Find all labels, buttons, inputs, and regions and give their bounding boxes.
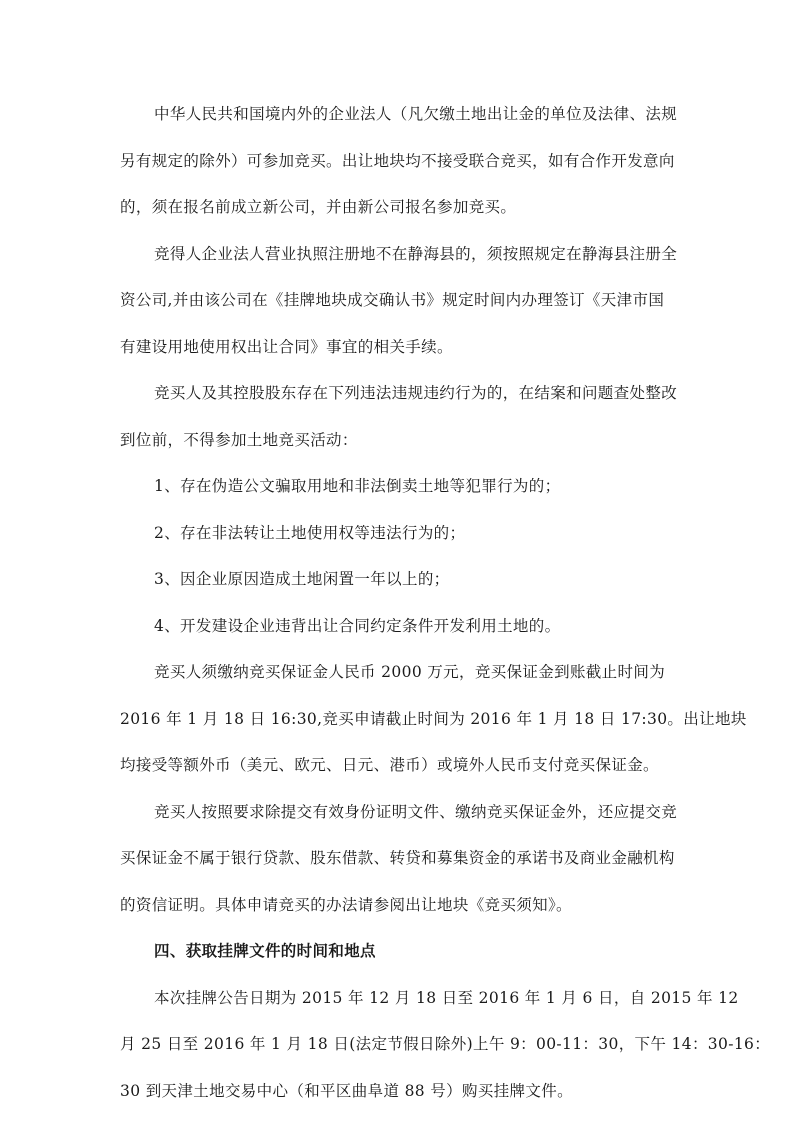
paragraph-3-line-2: 到位前，不得参加土地竞买活动： <box>120 431 358 449</box>
list-item: 1、存在伪造公文骗取用地和非法倒卖土地等犯罪行为的； <box>154 477 561 495</box>
paragraph-4-line-1: 竞买人须缴纳竞买保证金人民币 2000 万元，竞买保证金到账截止时间为 <box>154 663 666 681</box>
paragraph-2-line-2: 资公司,并由该公司在《挂牌地块成交确认书》规定时间内办理签订《天津市国 <box>120 291 665 309</box>
paragraph-6-line-2: 月 25 日至 2016 年 1 月 18 日(法定节假日除外)上午 9：00-11：30，下午 14：30-16： <box>120 1035 771 1053</box>
paragraph-2-line-1: 竞得人企业法人营业执照注册地不在静海县的，须按照规定在静海县注册全 <box>154 245 678 263</box>
paragraph-6-line-3: 30 到天津土地交易中心（和平区曲阜道 88 号）购买挂牌文件。 <box>120 1082 573 1100</box>
list-item: 2、存在非法转让土地使用权等违法行为的； <box>154 524 466 542</box>
paragraph-5-line-3: 的资信证明。具体申请竞买的办法请参阅出让地块《竞买须知》。 <box>120 896 572 914</box>
paragraph-5-line-1: 竞买人按照要求除提交有效身份证明文件、缴纳竞买保证金外，还应提交竞 <box>154 803 678 821</box>
paragraph-4-line-2: 2016 年 1 月 18 日 16:30,竞买申请截止时间为 2016 年 1 月 18 日 17:30。出让地块 <box>120 710 747 728</box>
paragraph-1-line-3: 的，须在报名前成立新公司，并由新公司报名参加竞买。 <box>120 198 517 216</box>
list-item: 4、开发建设企业违背出让合同约定条件开发利用土地的。 <box>154 617 561 635</box>
paragraph-1-line-1: 中华人民共和国境内外的企业法人（凡欠缴土地出让金的单位及法律、法规 <box>154 105 678 123</box>
list-item: 3、因企业原因造成土地闲置一年以上的； <box>154 570 450 588</box>
paragraph-2-line-3: 有建设用地使用权出让合同》事宜的相关手续。 <box>120 338 453 356</box>
paragraph-5-line-2: 买保证金不属于银行贷款、股东借款、转贷和募集资金的承诺书及商业金融机构 <box>120 849 675 867</box>
paragraph-4-line-3: 均接受等额外币（美元、欧元、日元、港币）或境外人民币支付竞买保证金。 <box>120 756 659 774</box>
paragraph-6-line-1: 本次挂牌公告日期为 2015 年 12 月 18 日至 2016 年 1 月 6 日，自 2015 年 12 <box>154 989 739 1007</box>
section-heading: 四、获取挂牌文件的时间和地点 <box>154 942 376 960</box>
paragraph-1-line-2: 另有规定的除外）可参加竞买。出让地块均不接受联合竞买，如有合作开发意向 <box>120 152 675 170</box>
paragraph-3-line-1: 竞买人及其控股股东存在下列违法违规违约行为的，在结案和问题查处整改 <box>154 384 678 402</box>
